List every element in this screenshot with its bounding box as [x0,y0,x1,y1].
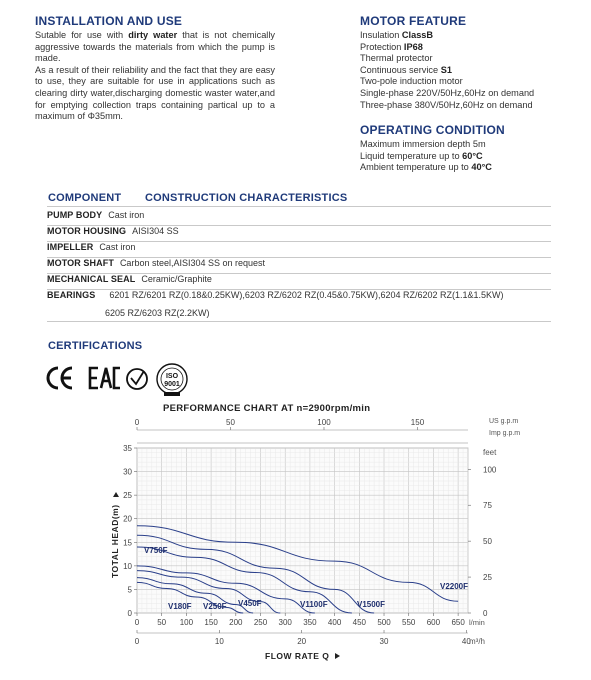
motor-continuous [360,65,570,77]
component-key: IMPELLER [47,242,94,252]
x-tick-label: 650 [451,618,465,627]
component-value: 6201 RZ/6201 RZ(0.18&0.25KW),6203 RZ/6202 RZ(0.45&0.75KW),6204 RZ/6202 RZ(1.1&1.5KW) [109,290,504,300]
series-label: V750F [144,546,168,555]
iso-9001-icon [157,364,187,396]
x-tick-label: 600 [426,618,441,627]
m3h-unit: m³/h [469,637,485,646]
check-mark-icon [127,369,147,389]
feet-tick-label: 50 [483,537,492,547]
installation-paragraph-2: As a result of their reliability and the fact that they are easy to use, they are suitable for use in applications such as clearing dirty water,discharging domestic waster water,and for emptying collection traps containing partical up to a maximum of Φ35mm. [35,64,275,122]
x-tick-label: 100 [179,618,194,627]
x-tick-label: 350 [303,618,317,627]
gpm-tick-label: 100 [317,418,331,427]
gpm-tick-label: 50 [226,418,235,427]
para1-post: that is not chemically aggressive towards the materials from which the pump is made. [35,30,275,64]
component-key: MECHANICAL SEAL [47,274,136,284]
x-tick-label: 150 [204,618,218,627]
us-gpm-unit: US g.p.m [489,418,519,425]
motor-two-pole: Two-pole induction motor [360,76,463,87]
feet-tick-label: 0 [483,609,488,618]
y-tick-label: 10 [123,561,132,571]
x-tick-label: 500 [377,618,391,627]
feet-unit: feet [483,448,497,457]
liquid-value: 60°C [462,150,483,161]
component-value: Cast iron [99,242,136,252]
operating-ambient [360,162,570,174]
operating-title: OPERATING CONDITION [360,123,505,137]
motor-protection [360,42,570,54]
y-tick-label: 25 [123,491,132,501]
component-header: COMPONENT [48,192,122,204]
operating-immersion: Maximum immersion depth 5m [360,139,486,149]
y-tick-label: 20 [123,514,132,524]
component-value: Ceramic/Graphite [141,274,212,284]
liquid-label: Liquid temperature up to [360,150,463,161]
m3h-tick-label: 0 [134,637,140,646]
protection-label: Protection [360,41,404,52]
component-row [47,274,551,290]
chart-title: PERFORMANCE CHART AT n=2900rpm/min [163,403,371,414]
y-tick-label: 15 [123,538,132,548]
feet-tick-label: 100 [483,465,497,475]
y-axis-arrow-icon [113,492,119,497]
feet-tick-label: 25 [483,573,492,583]
table-divider [47,206,551,207]
performance-chart [0,410,591,678]
construction-header: CONSTRUCTION CHARACTERISTICS [145,192,348,204]
continuous-value: S1 [440,64,452,75]
y-tick-label: 5 [127,585,132,595]
series-label: V450F [238,599,262,608]
x-tick-label: 450 [352,618,366,627]
installation-paragraph-1 [35,30,275,65]
component-key: MOTOR HOUSING [47,226,127,236]
series-label: V180F [168,602,192,611]
component-row [47,242,551,258]
motor-single-phase: Single-phase 220V/50Hz,60Hz on demand [360,87,535,98]
component-row [47,226,551,242]
bearings-line-2: 6205 RZ/6203 RZ(2.2KW) [105,308,210,318]
lmin-unit: l/min [469,618,485,627]
component-value: Carbon steel,AISI304 SS on request [119,258,266,268]
para1-bold: dirty water [128,30,178,40]
iso-number: 9001 [164,381,180,388]
para1-pre: Sutable for use with [35,30,129,40]
continuous-label: Continuous service [360,64,441,75]
series-label: V1100F [300,600,328,609]
x-tick-label: 200 [229,618,243,627]
ce-mark-icon [48,368,72,388]
y-axis-label: TOTAL HEAD(m) [110,504,120,578]
m3h-tick-label: 40 [461,637,471,646]
x-tick-label: 550 [402,618,416,627]
x-tick-label: 300 [278,618,292,627]
operating-list [360,139,570,174]
x-tick-label: 0 [134,618,140,627]
eac-mark-icon [90,368,120,388]
motor-insulation [360,30,570,42]
series-label: V1500F [357,600,386,609]
protection-value: IP68 [403,41,423,52]
component-key: PUMP BODY [47,210,103,220]
x-tick-label: 250 [253,618,268,627]
m3h-tick-label: 10 [214,637,224,646]
component-value: Cast iron [108,210,145,220]
gpm-tick-label: 0 [134,418,140,427]
x-tick-label: 400 [327,618,342,627]
operating-liquid [360,151,570,163]
installation-title: INSTALLATION AND USE [35,14,183,28]
installation-text [35,30,275,123]
table-divider [47,321,551,322]
certifications-title: CERTIFICATIONS [48,340,143,352]
insulation-value: ClassB [401,30,434,40]
iso-text: ISO [165,373,179,380]
gpm-tick-label: 150 [410,418,425,427]
ambient-label: Ambient temperature up to [360,162,472,173]
imp-gpm-unit: Imp g.p.m [489,430,521,437]
m3h-tick-label: 20 [297,637,307,646]
m3h-tick-label: 30 [379,637,389,646]
component-key: MOTOR SHAFT [47,258,114,268]
component-row [47,258,551,274]
motor-thermal: Thermal protector [360,53,433,64]
motor-feature-title: MOTOR FEATURE [360,14,467,28]
ambient-value: 40°C [471,162,492,173]
y-tick-label: 30 [123,467,132,477]
insulation-label: Insulation [360,30,402,40]
cert-logos [40,362,200,396]
series-label: V2200F [440,582,469,591]
feet-tick-label: 75 [483,501,492,511]
x-axis-label: FLOW RATE Q [265,651,330,661]
series-label: V250F [203,602,227,611]
y-tick-label: 35 [123,444,132,453]
y-tick-label: 0 [127,609,132,618]
component-key: BEARINGS [47,290,96,300]
motor-three-phase: Three-phase 380V/50Hz,60Hz on demand [360,99,533,110]
chart-grid [137,448,468,613]
component-row [47,210,551,226]
motor-feature-list [360,30,570,111]
component-value: AISI304 SS [132,226,179,236]
component-row [47,290,551,306]
x-tick-label: 50 [157,618,167,627]
x-axis-arrow-icon [335,653,340,659]
